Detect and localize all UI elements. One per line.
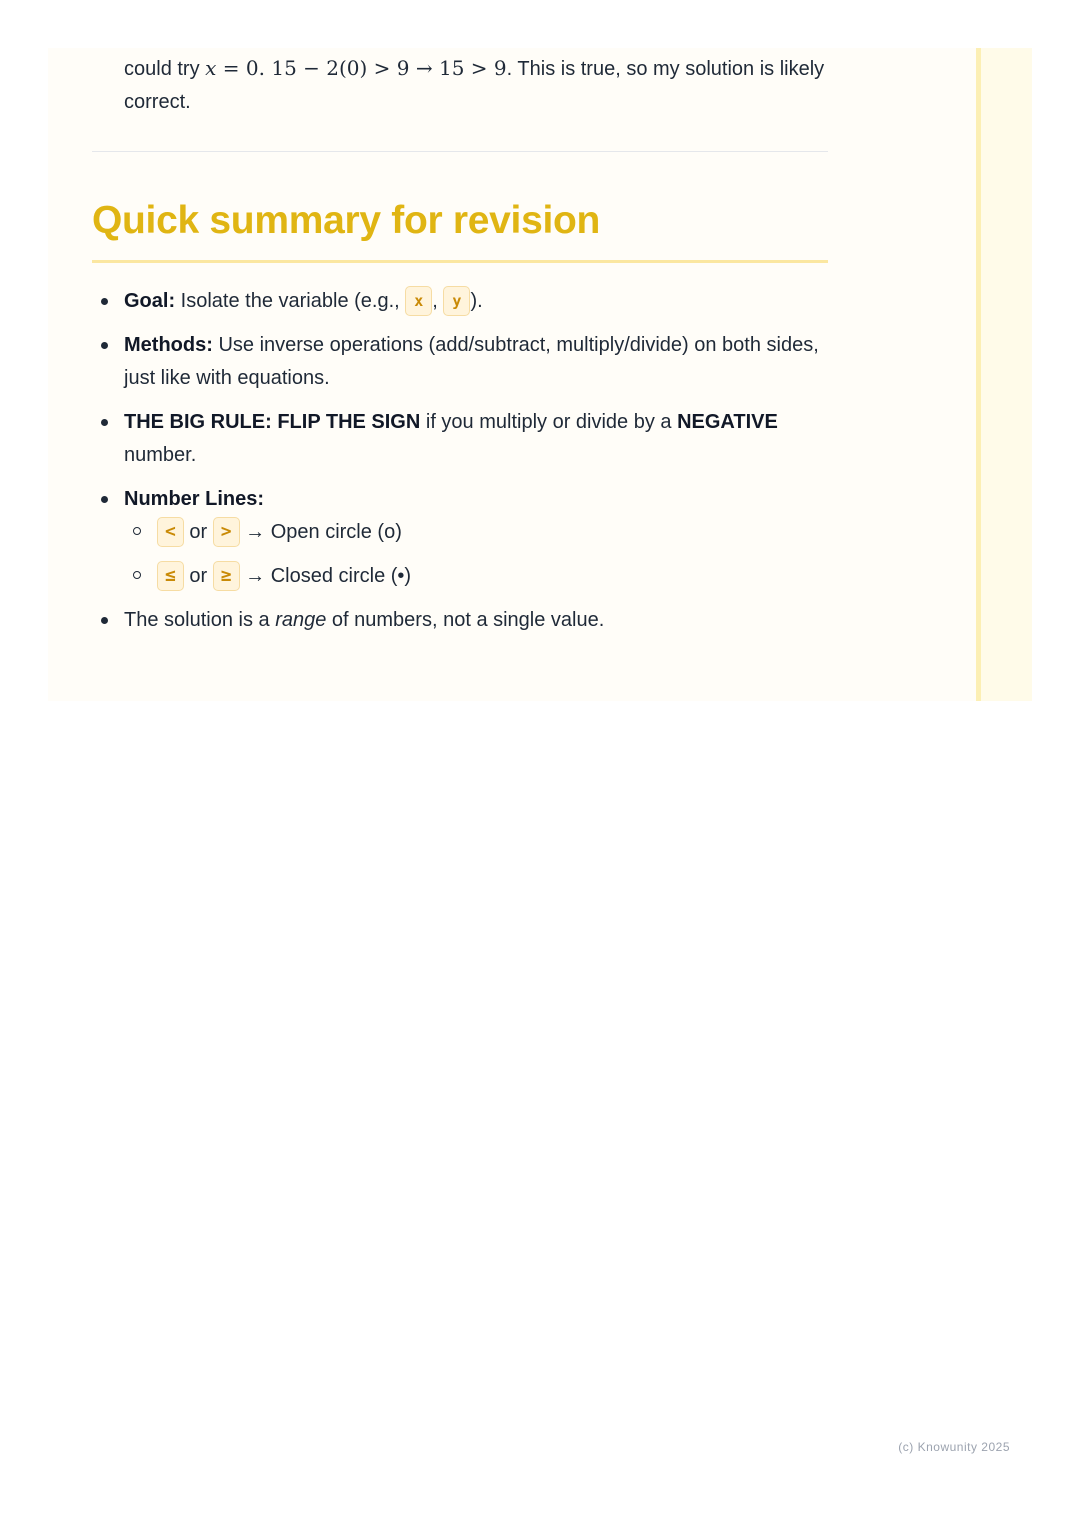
- big-rule-text: if you multiply or divide by a: [420, 411, 678, 433]
- list-item-goal: [124, 285, 828, 318]
- big-rule-label: THE BIG RULE: FLIP THE SIGN: [124, 411, 421, 433]
- goal-label: Goal:: [124, 290, 176, 312]
- intro-tail: . This is true, so my solution is likely correct.: [124, 58, 825, 113]
- goal-text-after: ).: [470, 290, 483, 312]
- code-y: y: [443, 286, 470, 316]
- big-rule-text-after: number.: [124, 444, 197, 466]
- number-lines-label: Number Lines:: [124, 488, 265, 510]
- content: [92, 48, 828, 648]
- heading-underline: [92, 260, 828, 263]
- sublist-item-open-circle: [157, 516, 828, 549]
- solution-text-after: of numbers, not a single value.: [326, 609, 605, 631]
- intro-paragraph: [92, 48, 828, 119]
- methods-label: Methods:: [124, 334, 213, 356]
- summary-list: [92, 285, 828, 637]
- goal-separator: ,: [432, 290, 444, 312]
- or-text: or: [183, 565, 213, 587]
- code-less-than: <: [157, 517, 184, 547]
- solution-text: The solution is a: [124, 609, 276, 631]
- negative-emphasis: NEGATIVE: [677, 411, 778, 433]
- math-expression: = 0. 15 − 2(0) > 9 → 15 > 9: [216, 56, 507, 80]
- section-heading: Quick summary for revision: [92, 199, 601, 242]
- list-item-big-rule: [124, 406, 828, 472]
- code-less-equal: ≤: [157, 561, 184, 591]
- side-accent-strip: [976, 48, 1032, 701]
- list-item-number-lines: [124, 483, 828, 593]
- open-circle-text: → Open circle (o): [239, 521, 402, 543]
- solution-italic: range: [275, 609, 327, 631]
- copyright-footer: (c) Knowunity 2025: [898, 1440, 1010, 1454]
- code-greater-equal: ≥: [213, 561, 240, 591]
- methods-text: Use inverse operations (add/subtract, multiply/divide) on both sides, just like with equations.: [124, 334, 819, 389]
- closed-circle-text: → Closed circle (•): [239, 565, 412, 587]
- number-lines-sublist: [124, 516, 828, 593]
- section-divider: [92, 151, 828, 152]
- sublist-item-closed-circle: [157, 560, 828, 593]
- math-variable: x: [205, 56, 217, 80]
- intro-math: [205, 56, 507, 80]
- list-item-solution: [124, 604, 828, 637]
- list-item-methods: [124, 329, 828, 395]
- or-text: or: [183, 521, 213, 543]
- code-greater-than: >: [213, 517, 240, 547]
- intro-lead: could try: [124, 58, 206, 80]
- code-x: x: [405, 286, 432, 316]
- goal-text: Isolate the variable (e.g.,: [175, 290, 406, 312]
